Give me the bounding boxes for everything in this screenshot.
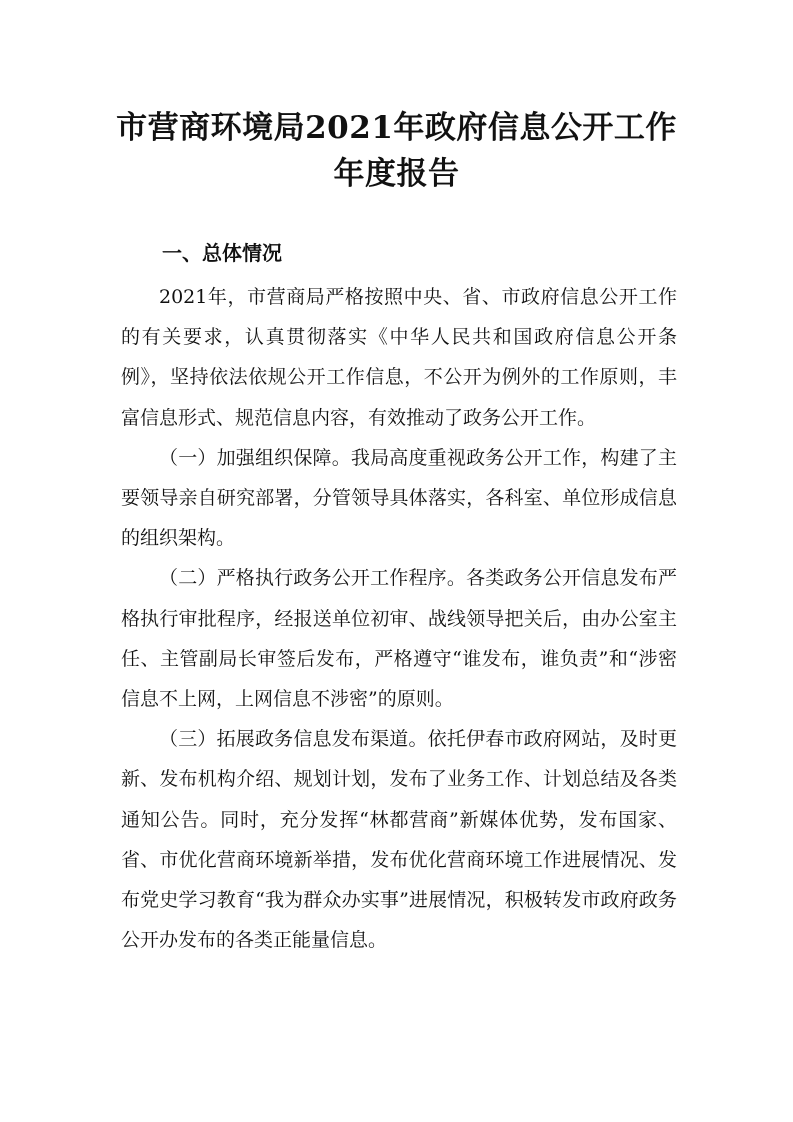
report-title-line1: 市营商环境局2021年政府信息公开工作 <box>116 110 677 146</box>
paragraph-organization: （一）加强组织保障。我局高度重视政务公开工作，构建了主要领导亲自研究部署，分管领导具体落实，各科室、单位形成信息的组织架构。 <box>121 446 677 550</box>
paragraph-procedure: （二）严格执行政务公开工作程序。各类政务公开信息发布严格执行审批程序，经报送单位初审、战线领导把关后，由办公室主任、主管副局长审签后发布，严格遵守“谁发布，谁负责”和“涉密信息不上网，上网信息不涉密”的原则。 <box>121 567 677 711</box>
report-title-line2: 年度报告 <box>333 156 460 192</box>
paragraph-channels: （三）拓展政务信息发布渠道。依托伊春市政府网站，及时更新、发布机构介绍、规划计划，发布了业务工作、计划总结及各类通知公告。同时，充分发挥“林都营商”新媒体优势，发布国家、省、市优化营商环境新举措，发布优化营商环境工作进展情况、发布党史学习教育“我为群众办实事”进展情况，积极转发市政府政务公开办发布的各类正能量信息。 <box>121 728 677 952</box>
document-body <box>121 277 677 960</box>
paragraph-intro: 2021年，市营商局严格按照中央、省、市政府信息公开工作的有关要求，认真贯彻落实《中华人民共和国政府信息公开条例》，坚持依法依规公开工作信息，不公开为例外的工作原则，丰富信息形式、规范信息内容，有效推动了政务公开工作。 <box>121 286 677 429</box>
section-heading-overview: 一、总体情况 <box>162 241 282 265</box>
